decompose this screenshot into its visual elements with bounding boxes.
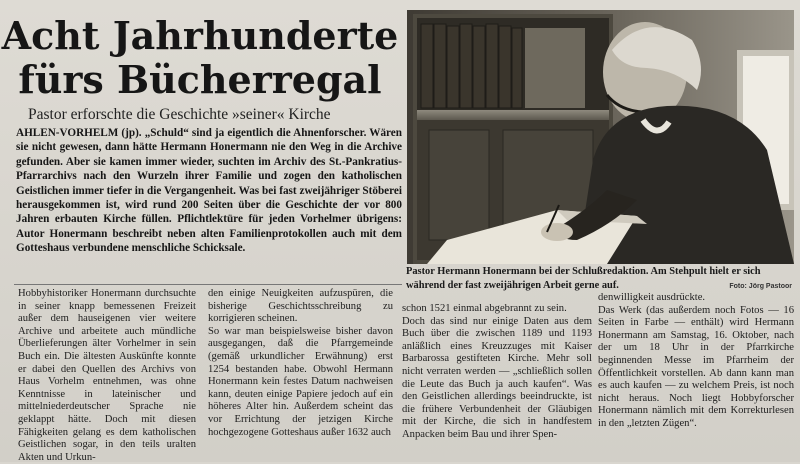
dateline: AHLEN-VORHELM (jp). bbox=[16, 127, 142, 139]
headline bbox=[0, 14, 400, 102]
body-column-4: denwilligkeit ausdrückte. Das Werk (das außerdem noch Fotos — 16 Seiten in Farbe — enthält) wird Hermann Honermann am Samstag, 16. Oktober, nach der um 18 Uhr in der Pfarrkirche beginnenden Messe im Pfarrheim der Öffentlichkeit vorstellen. Ab dann kann man es auch kaufen — zu welchem Preis, ist noch nicht heraus. Noch liegt Hobbyforscher Honermann nämlich mit dem Korrekturlesen in den „letzten Zügen“. bbox=[598, 292, 794, 429]
lead-paragraph bbox=[16, 126, 402, 256]
photo-credit: Foto: Jörg Pastoor bbox=[729, 283, 792, 290]
body-column-3: schon 1521 einmal abgebrannt zu sein. Doch das sind nur einige Daten aus dem Buch über die zwischen 1189 und 1193 anläßlich eines Kreuzzuges mit Kaiser Barbarossa gestifteten Kirche. Mehr soll nicht verraten werden — „schließlich sollen die Leute das Buch ja auch kaufen“. Was den Geistlichen allerdings beeindruckte, ist die frühere Verbundenheit der Gläubigen mit der Kirche, die sich in handfestem Anpacken beim Bau und ihrer Spen- bbox=[402, 303, 592, 440]
subheadline: Pastor erforschte die Geschichte »seiner« Kirche bbox=[28, 106, 331, 123]
photo-caption: Pastor Hermann Honermann bei der Schlußredaktion. Am Stehpult hielt er sich während der fast zweijährigen Arbeit gerne auf. bbox=[406, 266, 761, 291]
photo-illustration bbox=[407, 10, 794, 264]
article-photo bbox=[407, 10, 794, 264]
divider-line bbox=[14, 284, 402, 285]
lead-text: „Schuld“ sind ja eigentlich die Ahnenforscher. Wären sie nicht gewesen, dann hätte Hermann Honermann nie den Weg in die Archive gefunden. Aber sie kamen immer wieder, suchten im Archiv des St.-Pankratius-Pfarrarchivs nach den Wurzeln ihrer Familie und zogen den katholischen Geistlichen immer tiefer in die Vergangenheit. Was bei fast zweijähriger Stöberei herausgekommen ist, wird rund 200 Seiten über die Geschichte der vor 800 Jahren erbauten Kirche füllen. Pflichtlektüre für jeden Vorhelmer übrigens: Autor Honermann beschreibt neben alten Familienprotokollen auch mit dem Gotteshaus verbundene menschliche Schicksale. bbox=[16, 127, 402, 255]
headline-line-2: fürs Bücherregal bbox=[18, 57, 382, 102]
body-column-2: den einige Neuigkeiten aufzuspüren, die bisherige Geschichtsschreibung zu korrigieren scheinen. So war man beispielsweise bisher davon ausgegangen, daß die Pfarrgemeinde (gemäß urkundlicher Erwähnung) erst 1254 bestanden habe. Obwohl Hermann Honermann kein festes Datum nachweisen kann, deuten einige Papiere jedoch auf ein höheres Alter hin. Außerdem scheint das vor Errichtung der jetzigen Kirche hochgezogene Gotteshaus außer 1632 auch bbox=[208, 288, 393, 438]
body-column-1: Hobbyhistoriker Honermann durchsuchte in seiner knapp bemessenen Freizeit außer dem hauseigenen vier weitere Archive und arbeitete auch mündliche Überlieferungen älter Vorhelmer in sein Buch ein. Die ältesten Auskünfte konnte er dabei den Quellen des Archivs von Haus Vorhelm entnehmen, was ohne Kenntnisse in lateinischer und mittelniederdeutscher Sprache nie geklappt hätte. Doch mit diesen Fähigkeiten gelang es dem katholischen Geistlichen sogar, in den teils uralten Akten und Urkun- bbox=[18, 288, 196, 463]
headline-line-1: Acht Jahrhunderte bbox=[1, 13, 399, 58]
